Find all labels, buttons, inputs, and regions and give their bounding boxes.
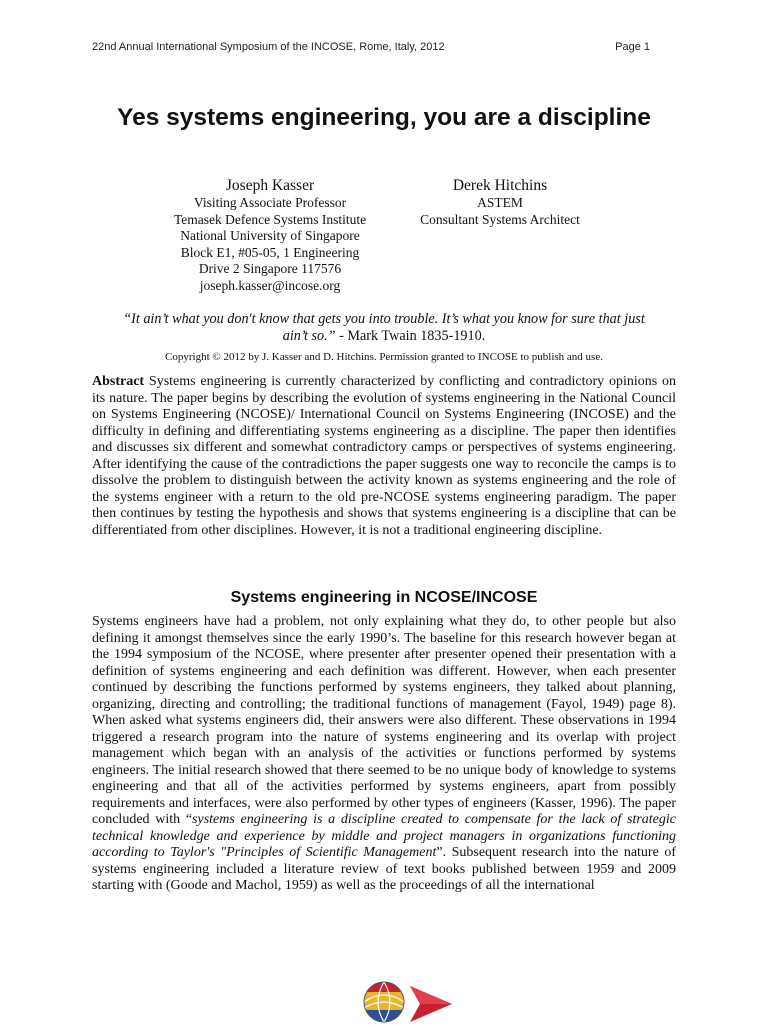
- section-paragraph: [92, 614, 676, 895]
- author-name: Derek Hitchins: [452, 177, 548, 194]
- author-affiliation-line: Temasek Defence Systems Institute: [173, 211, 367, 227]
- paragraph-text-end: ”. Subsequent research into the nature of systems engineering included a literature review of text books published between 1959 and 2009 starting with (Goode and Machol, 1959) as well as the proceedings of all the international: [92, 845, 677, 893]
- copyright-notice: Copyright © 2012 by J. Kasser and D. Hitchins. Permission granted to INCOSE to publish and use.: [165, 351, 603, 363]
- paper-title: Yes systems engineering, you are a discipline: [117, 104, 651, 131]
- author-affiliation-line: Consultant Systems Architect: [420, 211, 580, 227]
- incose-globe-arrow-icon: [362, 980, 458, 1024]
- author-affiliation-line: Drive 2 Singapore 117576: [198, 261, 342, 276]
- author-email: joseph.kasser@incose.org: [199, 277, 341, 293]
- abstract-text: Systems engineering is currently characterized by conflicting and contradictory opinions on its nature. The paper begins by describing the evolution of systems engineering in the National Council on Systems Engineering (NCOSE)/ International Council on Systems Engineering (INCOSE) and the difficulty in defining and differentiating systems engineering as a discipline. The paper then identifies and discusses six different and somewhat contradictory camps or perspectives of systems engineering. After identifying the cause of the contradictions the paper suggests one way to reconcile the camps is to dissolve the problem to distinguish between the activity known as systems engineering and the role of the systems engineer with a return to the old pre-NCOSE systems engineering paradigm. The paper then continues by testing the hypothesis and shows that systems engineering is a discipline that can be differentiated from other disciplines. However, it is not a traditional engineering discipline.: [92, 374, 676, 538]
- abstract: [92, 374, 676, 539]
- abstract-label: Abstract: [92, 374, 145, 389]
- author-block-hitchins: [395, 176, 605, 228]
- author-block-kasser: [140, 176, 400, 294]
- paragraph-text: Systems engineers have had a problem, not only explaining what they do, to other people but also defining it amongst themselves since the early 1990’s. The baseline for this research however began at the 1994 symposium of the NCOSE, where presenter after presenter opened their presentation with a definition of systems engineering and each definition was different. However, when each presenter continued by describing the functions performed by systems engineers, they talked about planning, organizing, directing and controlling; the traditional functions of management (Fayol, 1949) page 8). When asked what systems engineers did, their answers were also different. These observations in 1994 triggered a research program into the nature of systems engineering and its overlap with project management which began with an analysis of the activities or functions performed by systems engineers. The initial research showed that there seemed to be no unique body of knowledge to systems engineering and that all of the activities performed by systems engineers, apart from possibly requirements and interfaces, were also performed by other types of engineers (Kasser, 1996). The paper concluded with “: [92, 614, 676, 827]
- author-affiliation-line: Visiting Associate Professor: [193, 195, 347, 210]
- epigraph-quote: “It ain’t what you don't know that gets you into trouble. It’s what you know for sure that just ain’t so.”: [123, 311, 645, 344]
- author-affiliation-line: National University of Singapore: [180, 228, 360, 243]
- author-affiliation-line: Block E1, #05-05, 1 Engineering: [180, 244, 360, 260]
- running-header: [92, 41, 650, 53]
- section-heading: Systems engineering in NCOSE/INCOSE: [230, 589, 538, 606]
- running-title: 22nd Annual International Symposium of the INCOSE, Rome, Italy, 2012: [92, 41, 445, 53]
- author-affiliation-line: ASTEM: [477, 195, 523, 210]
- author-name: Joseph Kasser: [225, 177, 315, 194]
- incose-logo: [362, 980, 458, 1029]
- epigraph: [110, 311, 658, 345]
- page-number: Page 1: [615, 41, 650, 53]
- paragraph-quote-italic: systems engineering is a discipline created to compensate for the lack of strategic technical knowledge and experience by middle and project managers in organizations functioning according to Taylor's "Principles of Scientific Management: [92, 812, 676, 860]
- epigraph-attribution: - Mark Twain 1835-1910.: [335, 328, 486, 344]
